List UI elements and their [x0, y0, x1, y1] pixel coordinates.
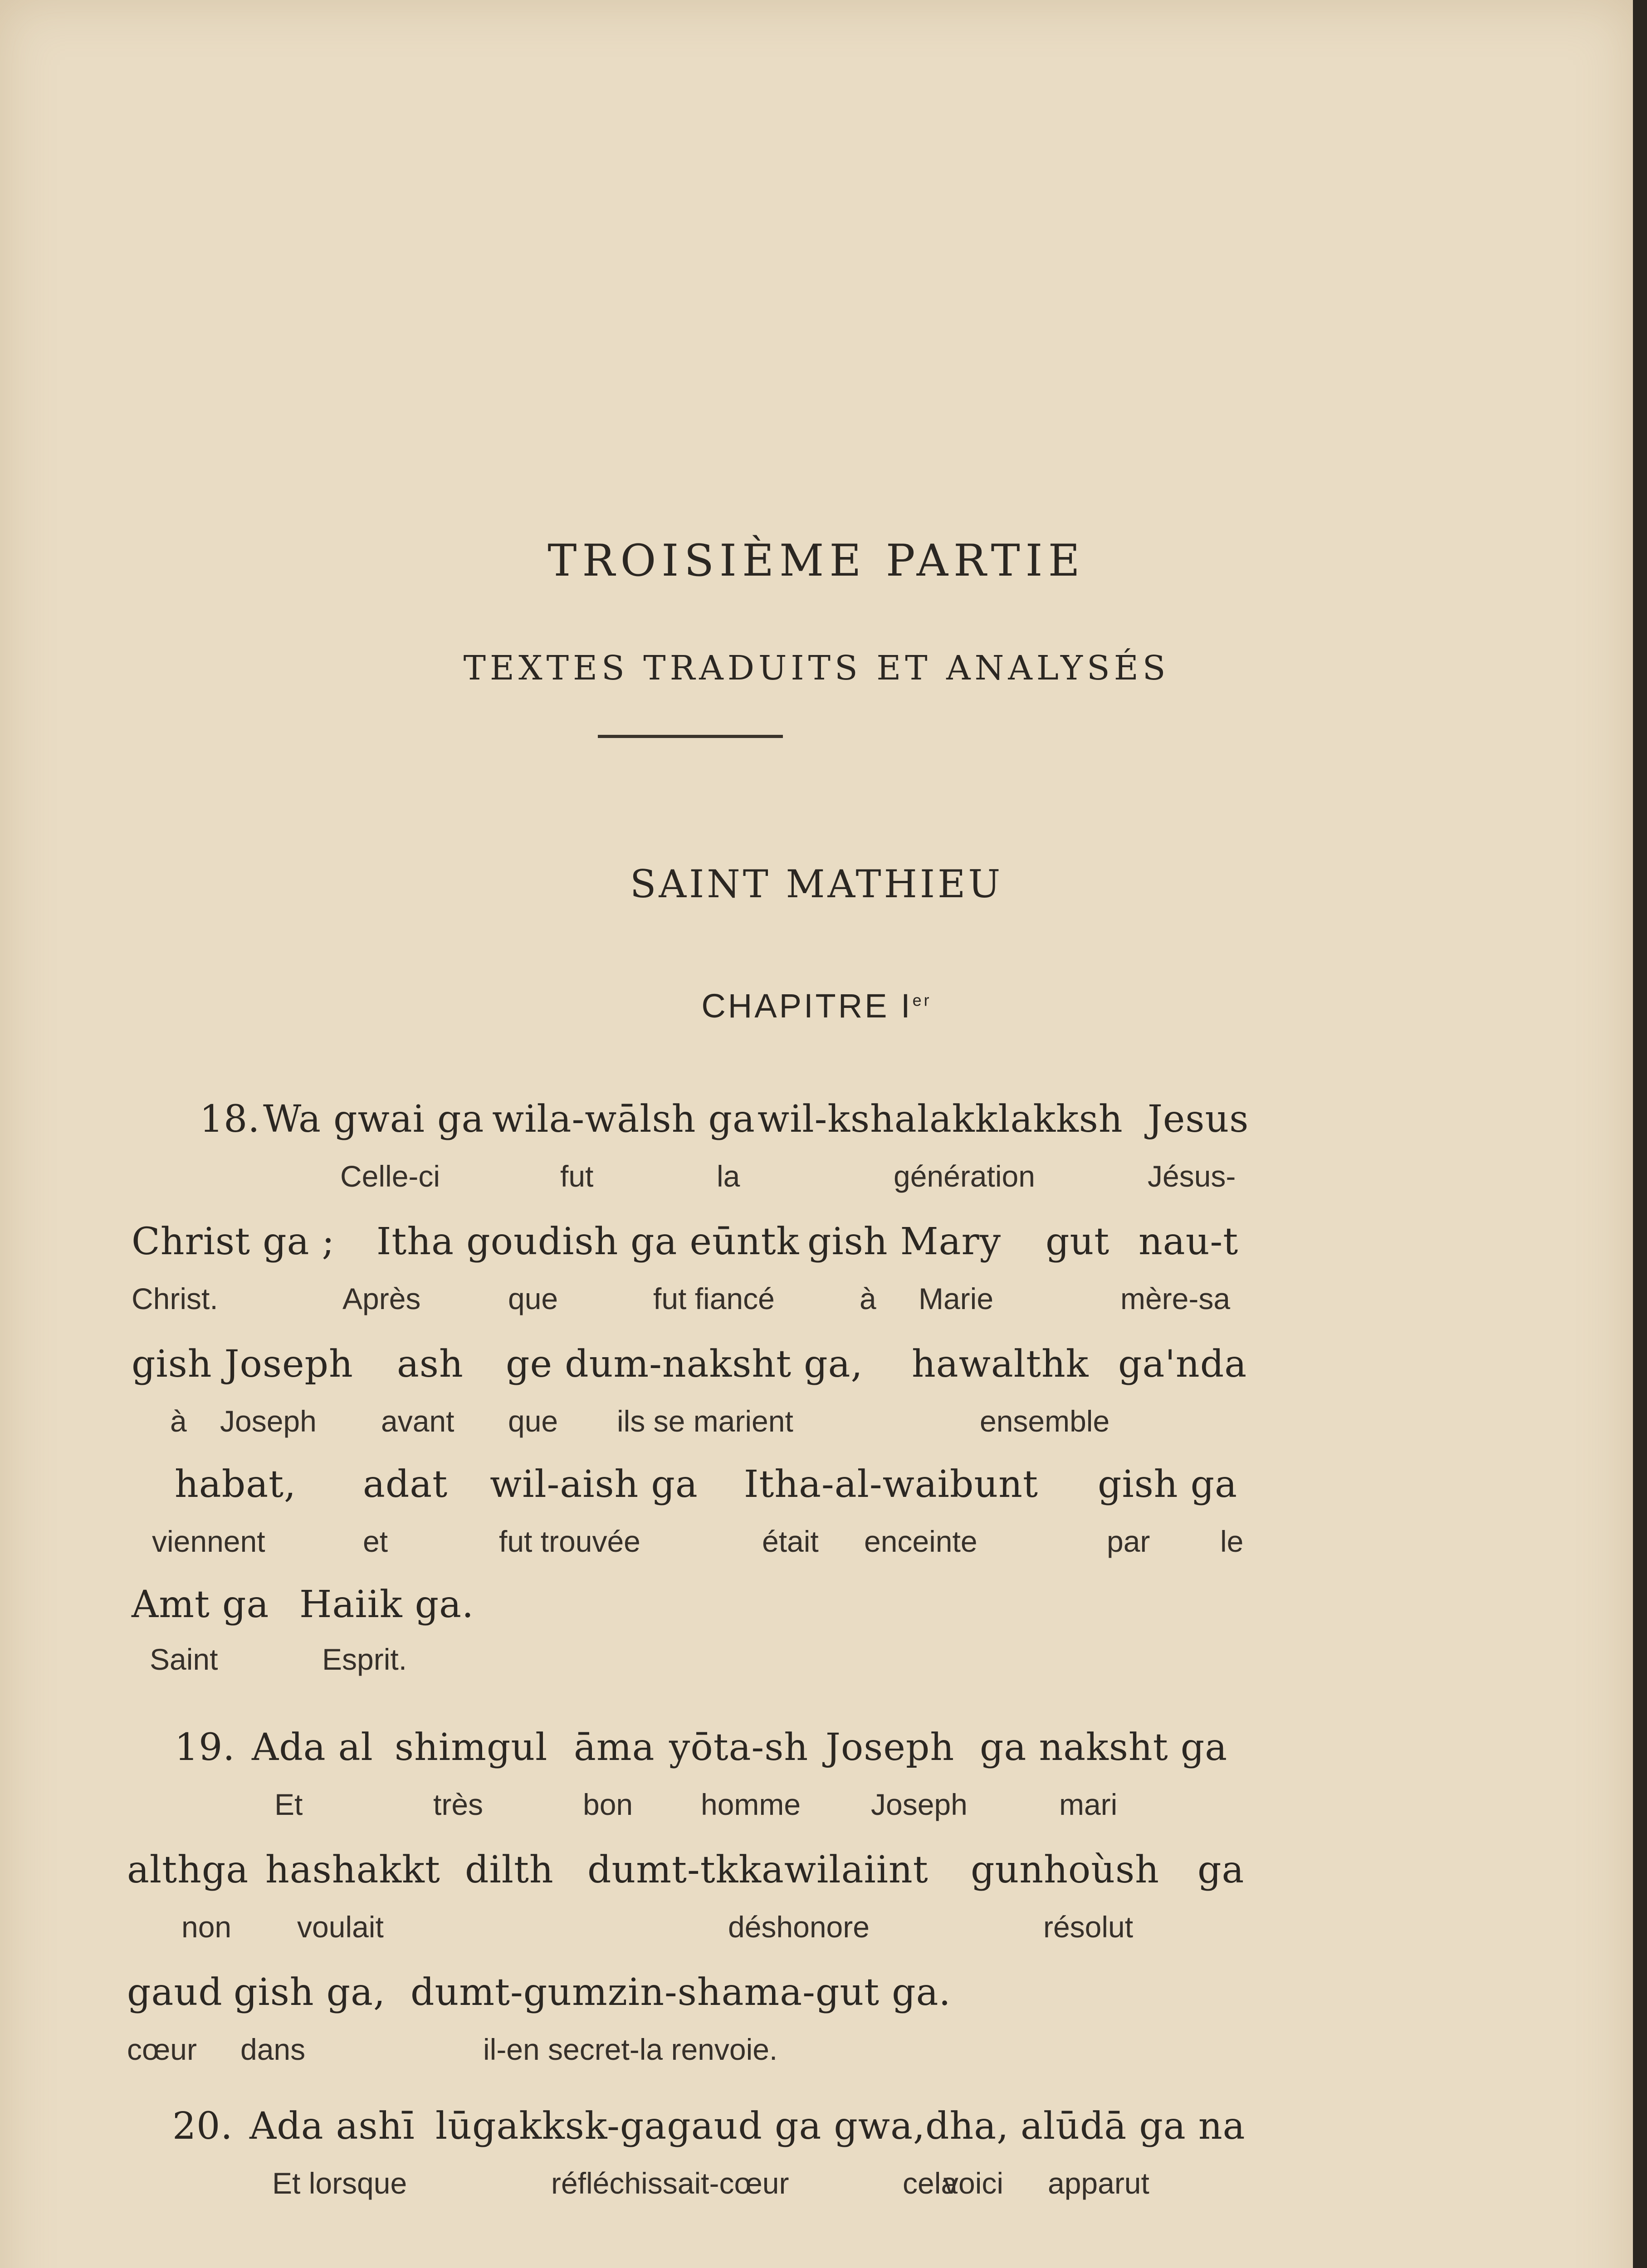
native-word: Ada al	[252, 1726, 373, 1769]
translation-word: Saint	[150, 1642, 218, 1676]
native-word: Christ ga ;	[132, 1220, 335, 1263]
verse-19-trans-1	[0, 1787, 1633, 1842]
native-word: gunhoùsh	[971, 1848, 1159, 1892]
native-word: Joseph	[826, 1726, 955, 1769]
verse-18-line-1	[0, 1098, 1633, 1152]
verse-18-trans-3	[0, 1404, 1633, 1458]
native-word: dilth	[465, 1848, 554, 1892]
native-word: Wa gwai ga	[263, 1098, 484, 1141]
native-word: habat,	[175, 1463, 297, 1506]
translation-word: Après	[342, 1282, 421, 1315]
native-word: shimgul	[395, 1726, 548, 1769]
translation-word: cela	[903, 2166, 958, 2200]
native-word: ash	[397, 1343, 464, 1386]
translation-word: enceinte	[864, 1525, 977, 1558]
native-word: ga	[1197, 1848, 1245, 1892]
translation-word: Christ.	[132, 1282, 218, 1315]
verse-18-trans-4	[0, 1524, 1633, 1579]
native-word: hawalthk	[912, 1343, 1089, 1386]
translation-word: et	[363, 1525, 388, 1558]
book-title: SAINT MATHIEU	[630, 862, 1003, 906]
translation-word: par	[1107, 1525, 1150, 1558]
verse-18-line-2	[0, 1220, 1633, 1275]
native-word: Haiik ga.	[299, 1583, 474, 1626]
translation-word: que	[508, 1404, 558, 1438]
translation-word: bon	[583, 1788, 633, 1821]
chapter-label: CHAPITRE I	[701, 987, 913, 1025]
verse-19-line-1	[0, 1726, 1633, 1780]
translation-word: déshonore	[728, 1910, 870, 1944]
chapter-ordinal: er	[912, 991, 932, 1010]
translation-word: à	[170, 1404, 187, 1438]
native-word: ge dum-naksht ga,	[506, 1343, 863, 1386]
part-subtitle: TEXTES TRADUITS ET ANALYSÉS	[463, 649, 1170, 688]
native-word: Amt ga	[132, 1583, 269, 1626]
translation-word: dans	[240, 2033, 306, 2066]
translation-word: voici	[943, 2166, 1004, 2200]
native-word: wila-wālsh ga	[492, 1098, 755, 1141]
translation-word: Joseph	[220, 1404, 317, 1438]
verse-18-trans-2	[0, 1281, 1633, 1336]
native-word: nau-t	[1139, 1220, 1239, 1263]
verse-18-line-4	[0, 1463, 1633, 1517]
verse-18-trans-5	[0, 1642, 1633, 1696]
native-word: lūgakksk-gagaud ga gwa,	[435, 2105, 926, 2148]
translation-word: le	[1220, 1525, 1244, 1558]
verse-20-line-1	[0, 2105, 1633, 2159]
verse-19-line-2	[0, 1848, 1633, 1903]
translation-word: Jésus-	[1148, 1159, 1236, 1193]
translation-word: Marie	[919, 1282, 994, 1315]
translation-word: il-en secret-la renvoie.	[483, 2033, 778, 2066]
translation-word: ensemble	[980, 1404, 1110, 1438]
translation-word: la	[717, 1159, 740, 1193]
verse-19-line-3	[0, 1971, 1633, 2025]
native-word: Itha-al-waibunt	[744, 1463, 1038, 1506]
translation-word: homme	[701, 1788, 801, 1821]
verse-number: 19.	[175, 1726, 235, 1769]
translation-word: très	[433, 1788, 484, 1821]
native-word: Itha goudish	[376, 1220, 619, 1263]
translation-word: non	[181, 1910, 232, 1944]
translation-word: mère-sa	[1120, 1282, 1231, 1315]
part-title: TROISIÈME PARTIE	[547, 535, 1085, 586]
native-word: dumt-gumzin-shama-gut ga.	[411, 1971, 951, 2014]
translation-word: cœur	[127, 2033, 197, 2066]
native-word: dha,	[925, 2105, 1009, 2148]
native-word: yōta-sh	[669, 1726, 809, 1769]
native-word: gish ga,	[234, 1971, 386, 2014]
translation-word: fut trouvée	[499, 1525, 640, 1558]
native-word: gish Mary	[807, 1220, 1002, 1263]
native-word: Jesus	[1148, 1098, 1249, 1141]
native-word: adat	[363, 1463, 448, 1506]
translation-word: viennent	[152, 1525, 265, 1558]
verse-18-line-5	[0, 1583, 1633, 1637]
translation-word: fut	[560, 1159, 594, 1193]
verse-18-trans-1	[0, 1159, 1633, 1213]
native-word: dumt-tkkawilaiint	[587, 1848, 929, 1892]
native-word: ga eūntk	[630, 1220, 800, 1263]
native-word: alūdā ga na	[1021, 2105, 1246, 2148]
native-word: gish ga	[1098, 1463, 1238, 1506]
translation-word: réfléchissait-cœur	[551, 2166, 789, 2200]
translation-word: fut fiancé	[653, 1282, 775, 1315]
title-divider	[598, 735, 783, 738]
verse-number: 18.	[200, 1098, 260, 1141]
native-word: althga	[127, 1848, 249, 1892]
translation-word: Et lorsque	[272, 2166, 407, 2200]
translation-word: Celle-ci	[340, 1159, 440, 1193]
native-word: ga'nda	[1118, 1343, 1247, 1386]
native-word: gaud	[127, 1971, 223, 2014]
translation-word: génération	[894, 1159, 1035, 1193]
native-word: gish Joseph	[132, 1343, 353, 1386]
native-word: wil-kshalakklakksh	[758, 1098, 1123, 1141]
verse-20-trans-1	[0, 2166, 1633, 2220]
verse-19-trans-2	[0, 1910, 1633, 1964]
translation-word: était	[762, 1525, 819, 1558]
translation-word: à	[860, 1282, 876, 1315]
native-word: ga naksht ga	[980, 1726, 1228, 1769]
verse-number: 20.	[172, 2105, 233, 2148]
native-word: wil-aish ga	[490, 1463, 698, 1506]
native-word: Ada ashī	[249, 2105, 415, 2148]
verse-18-line-3	[0, 1343, 1633, 1397]
translation-word: voulait	[297, 1910, 384, 1944]
translation-word: apparut	[1048, 2166, 1149, 2200]
verse-19-trans-3	[0, 2032, 1633, 2087]
translation-word: Et	[274, 1788, 303, 1821]
translation-word: Esprit.	[322, 1642, 407, 1676]
translation-word: Joseph	[871, 1788, 968, 1821]
translation-word: que	[508, 1282, 558, 1315]
native-word: gut	[1046, 1220, 1110, 1263]
translation-word: ils se marient	[617, 1404, 793, 1438]
chapter-heading	[0, 987, 1633, 1025]
translation-word: mari	[1059, 1788, 1118, 1821]
translation-word: avant	[381, 1404, 455, 1438]
translation-word: résolut	[1043, 1910, 1134, 1944]
native-word: hashakkt	[265, 1848, 440, 1892]
native-word: āma	[574, 1726, 655, 1769]
